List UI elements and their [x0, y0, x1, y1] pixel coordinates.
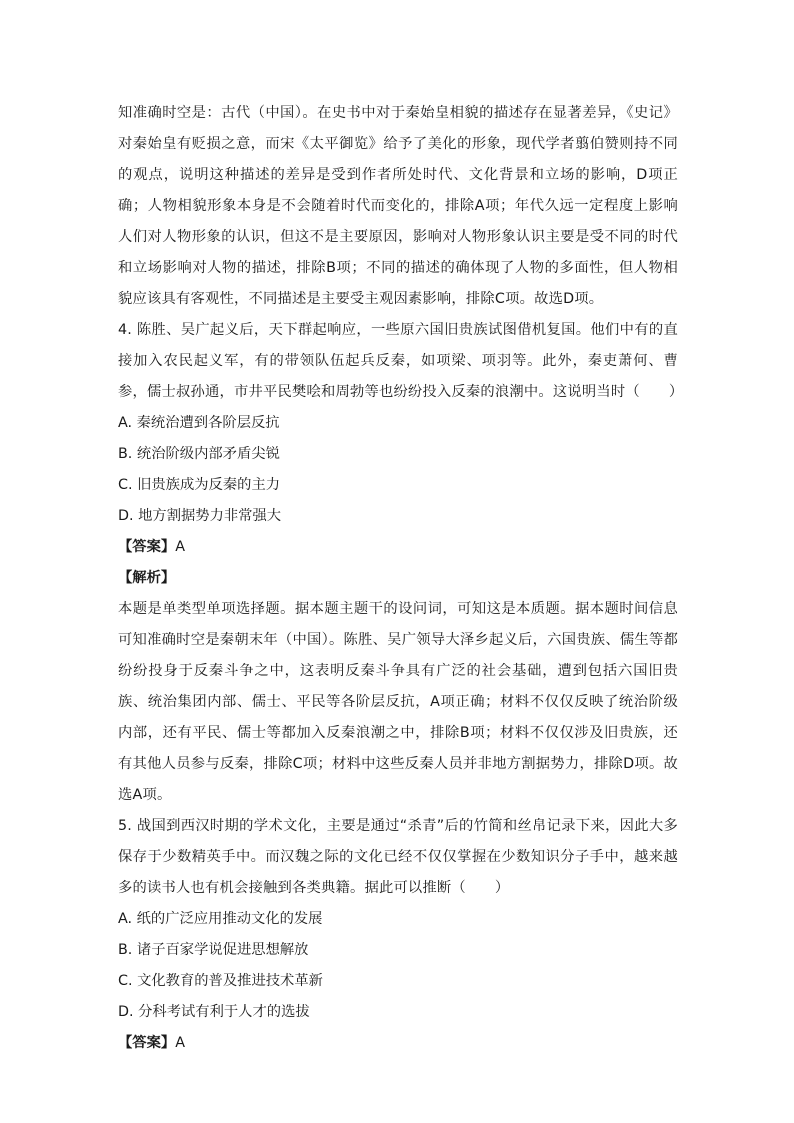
- answer-value: A: [175, 539, 185, 555]
- question-5-stem: 5. 战国到西汉时期的学术文化，主要是通过“杀青”后的竹简和丝帛记录下来，因此大多保存于少数精英手中。而汉魏之际的文化已经不仅仅掌握在少数知识分子手中，越来越多的读书人也有机会接触到各类典籍。据此可以推断（ ）: [118, 818, 678, 896]
- question-4-option-b: B. 统治阶级内部矛盾尖锐: [118, 446, 280, 462]
- question-5-option-c: C. 文化教育的普及推进技术革新: [118, 973, 323, 989]
- question-5-option-b: B. 诸子百家学说促进思想解放: [118, 942, 309, 958]
- question-4-option-a: A. 秦统治遭到各阶层反抗: [118, 415, 280, 431]
- document-page: [118, 98, 684, 1059]
- answer-label: 【答案】: [118, 539, 176, 555]
- question-5-answer: [118, 1028, 678, 1059]
- question-4-stem: 4. 陈胜、吴广起义后，天下群起响应，一些原六国旧贵族试图借机复国。他们中有的直接加入农民起义军，有的带领队伍起兵反秦，如项梁、项羽等。此外，秦吏萧何、曹参，儒士叔孙通，市井平民樊哙和周勃等也纷纷投入反秦的浪潮中。这说明当时（ ）: [118, 322, 684, 400]
- question-4-option-d: D. 地方割据势力非常强大: [118, 508, 282, 524]
- question-5-option-a: A. 纸的广泛应用推动文化的发展: [118, 911, 323, 927]
- answer-value: A: [175, 1035, 185, 1051]
- question-4-answer: [118, 532, 678, 563]
- question-5-option-d: D. 分科考试有利于人才的选拔: [118, 1004, 310, 1020]
- answer-label: 【答案】: [118, 1035, 176, 1051]
- previous-analysis-text: 知准确时空是：古代（中国）。在史书中对于秦始皇相貌的描述存在显著差异，《史记》对秦始皇有贬损之意，而宋《太平御览》给予了美化的形象，现代学者翦伯赞则持不同的观点，说明这种描述的差异是受到作者所处时代、文化背景和立场的影响，D项正确；人物相貌形象本身是不会随着时代而变化的，排除A项；年代久远一定程度上影响人们对人物形象的认识，但这不是主要原因，影响对人物形象认识主要是受不同的时代和立场影响对人物的描述，排除B项；不同的描述的确体现了人物的多面性，但人物相貌应该具有客观性，不同描述是主要受主观因素影响，排除C项。故选D项。: [118, 105, 678, 307]
- question-4-option-c: C. 旧贵族成为反秦的主力: [118, 477, 281, 493]
- question-4-analysis: 本题是单类型单项选择题。据本题主题干的设问词，可知这是本质题。据本题时间信息可知准确时空是秦朝末年（中国）。陈胜、吴广领导大泽乡起义后，六国贵族、儒生等都纷纷投身于反秦斗争之中，这表明反秦斗争具有广泛的社会基础，遭到包括六国旧贵族、统治集团内部、儒士、平民等各阶层反抗，A项正确；材料不仅仅反映了统治阶级内部，还有平民、儒士等都加入反秦浪潮之中，排除B项；材料不仅仅涉及旧贵族，还有其他人员参与反秦，排除C项；材料中这些反秦人员并非地方割据势力，排除D项。故选A项。: [118, 601, 678, 803]
- question-4-analysis-label: 【解析】: [118, 570, 176, 586]
